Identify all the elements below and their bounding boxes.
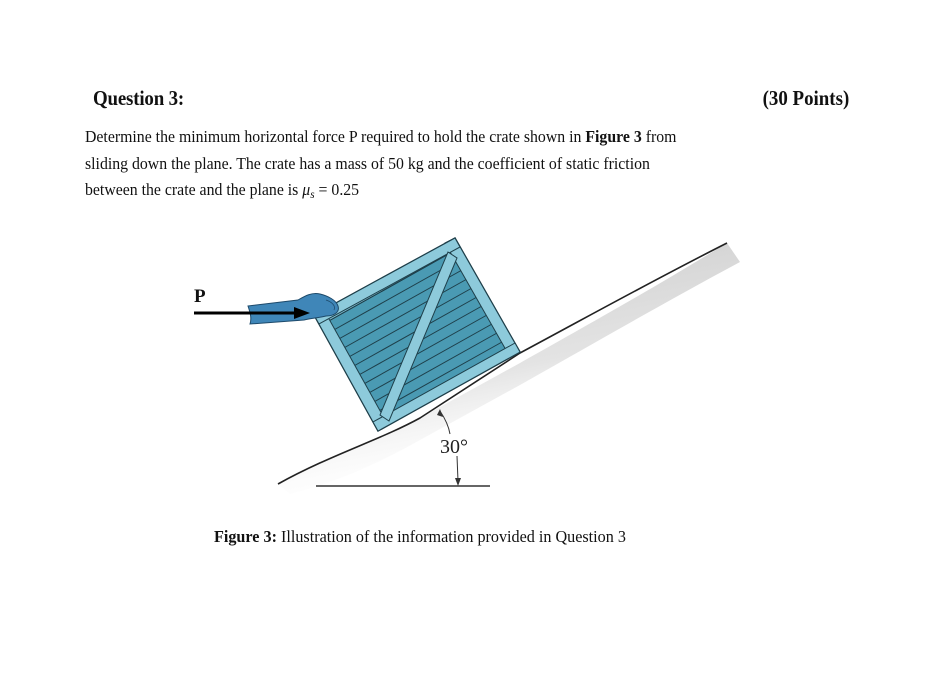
mu-subscript: s [310, 187, 315, 201]
angle-label: 30° [440, 436, 468, 458]
question-points: (30 Points) [762, 86, 849, 110]
question-title: Question 3: [93, 86, 184, 110]
figure-caption-text: Illustration of the information provided in Question 3 [276, 527, 626, 546]
mu-glyph: μ [302, 180, 311, 199]
question-text: from [641, 127, 677, 146]
crate [314, 238, 520, 431]
question-text: sliding down the plane. The crate has a mass of 50 kg and the coefficient of static friction [85, 153, 650, 173]
figure-caption [214, 527, 626, 547]
force-label-p: P [194, 286, 206, 307]
figure-reference: Figure 3 [585, 127, 642, 146]
friction-coefficient-value: = 0.25 [314, 180, 360, 199]
figure-caption-label: Figure 3: [214, 527, 277, 546]
question-text: Determine the minimum horizontal force P required to hold the crate shown in [85, 127, 586, 146]
question-text: between the crate and the plane is [85, 180, 303, 199]
